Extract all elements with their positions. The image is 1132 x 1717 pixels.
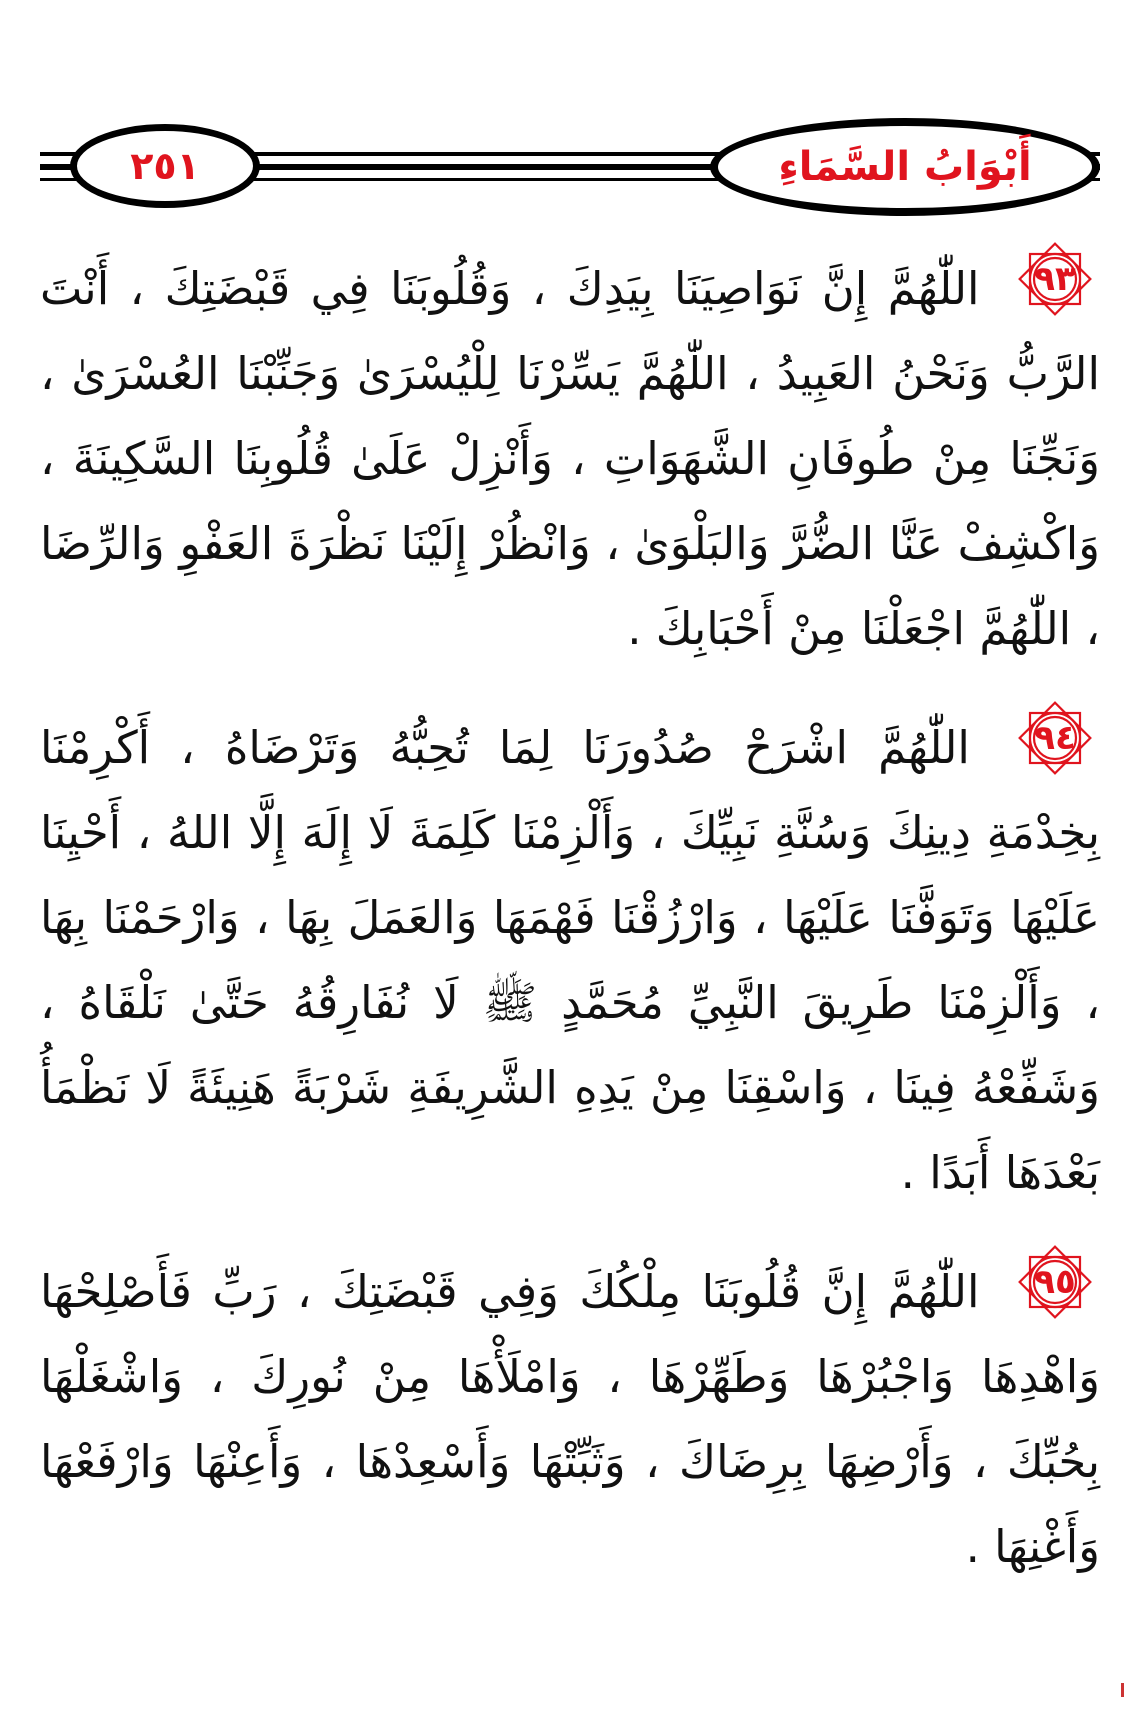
- supplication-paragraph: [40, 1243, 1100, 1589]
- paragraph-text: اللّٰهُمَّ إِنَّ نَوَاصِيَنَا بِيَدِكَ ، وَقُلُوبَنَا فِي قَبْضَتِكَ ، أَنْتَ الرَّبُّ وَنَحْنُ العَبِيدُ ، اللّٰهُمَّ يَسِّرْنَا لِلْيُسْرَىٰ وَجَنِّبْنَا العُسْرَىٰ ، وَنَجِّنَا مِنْ طُوفَانِ الشَّهَوَاتِ ، وَأَنْزِلْ عَلَىٰ قُلُوبِنَا السَّكِينَةَ ، وَاكْشِفْ عَنَّا الضُّرَّ وَالبَلْوَىٰ ، وَانْظُرْ إِلَيْنَا نَظْرَةَ العَفْوِ وَالرِّضَا ، اللّٰهُمَّ اجْعَلْنَا مِنْ أَحْبَابِكَ .: [40, 262, 1100, 655]
- paragraph-number-ornament: [1010, 699, 1100, 777]
- paragraph-text: اللّٰهُمَّ إِنَّ قُلُوبَنَا مِلْكُكَ وَفِي قَبْضَتِكَ ، رَبِّ فَأَصْلِحْهَا وَاهْدِهَا وَاجْبُرْهَا وَطَهِّرْهَا ، وَامْلَأْهَا مِنْ نُورِكَ ، وَاشْغَلْهَا بِحُبِّكَ ، وَأَرْضِهَا بِرِضَاكَ ، وَثَبِّتْهَا وَأَسْعِدْهَا ، وَأَعِنْهَا وَارْفَعْهَا وَأَغْنِهَا .: [40, 1265, 1100, 1573]
- page-edge-mark: [1121, 1683, 1124, 1697]
- supplication-paragraph: [40, 240, 1100, 671]
- page-header: [40, 110, 1100, 220]
- paragraph-number-ornament: [1010, 1243, 1100, 1321]
- paragraph-text: اللّٰهُمَّ اشْرَحْ صُدُورَنَا لِمَا تُحِبُّهُ وَتَرْضَاهُ ، أَكْرِمْنَا بِخِدْمَةِ دِينِكَ وَسُنَّةِ نَبِيِّكَ ، وَأَلْزِمْنَا كَلِمَةَ لَا إِلَهَ إِلَّا اللهُ ، أَحْيِنَا عَلَيْهَا وَتَوَفَّنَا عَلَيْهَا ، وَارْزُقْنَا فَهْمَهَا وَالعَمَلَ بِهَا ، وَارْحَمْنَا بِهَا ، وَأَلْزِمْنَا طَرِيقَ النَّبِيِّ مُحَمَّدٍ ﷺ لَا نُفَارِقُهُ حَتَّىٰ نَلْقَاهُ ، وَشَفِّعْهُ فِينَا ، وَاسْقِنَا مِنْ يَدِهِ الشَّرِيفَةِ شَرْبَةً هَنِيئَةً لَا نَظْمَأُ بَعْدَهَا أَبَدًا .: [40, 721, 1100, 1199]
- paragraph-number: ٩٤: [1034, 718, 1076, 758]
- page-number: ٢٥١: [70, 124, 260, 208]
- supplication-paragraph: [40, 699, 1100, 1215]
- paragraph-number: ٩٥: [1034, 1262, 1076, 1302]
- paragraph-number: ٩٣: [1034, 259, 1076, 299]
- paragraph-number-ornament: [1010, 240, 1100, 318]
- page-body: [40, 240, 1100, 1617]
- chapter-title: أَبْوَابُ السَّمَاءِ: [710, 118, 1100, 216]
